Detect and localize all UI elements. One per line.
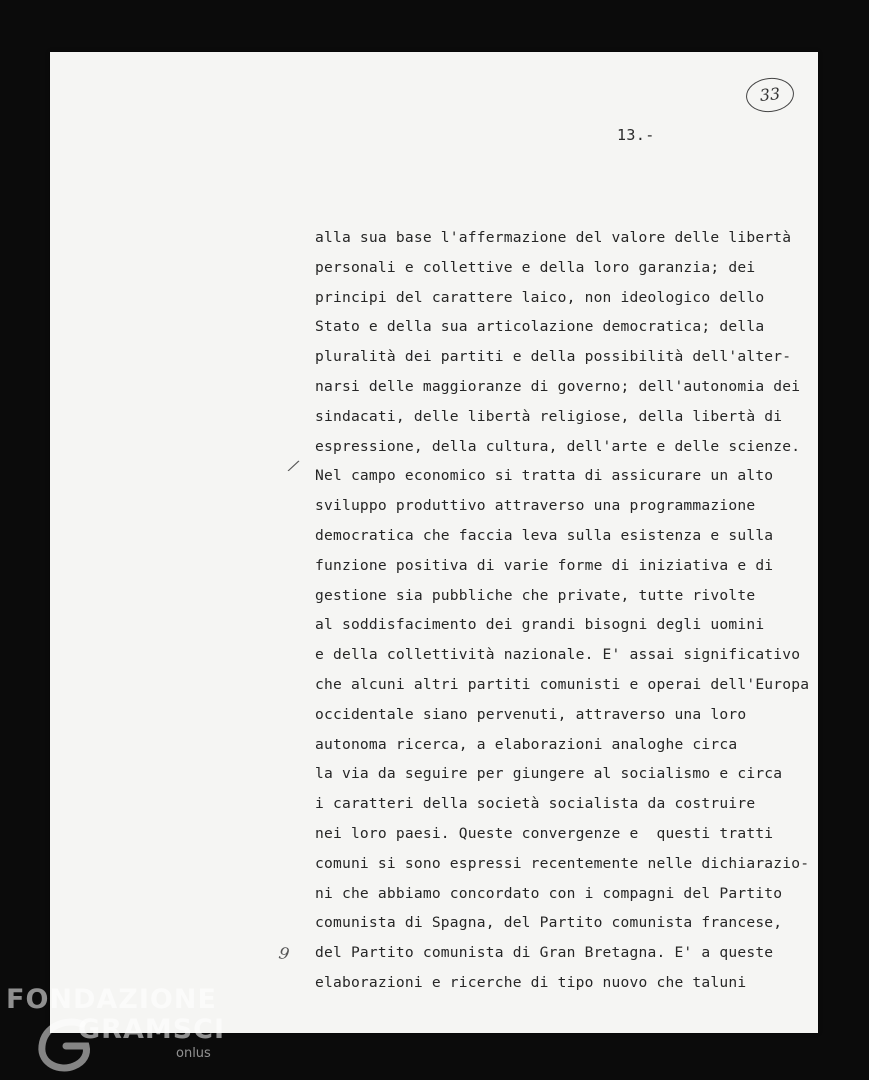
text-line: alla sua base l'affermazione del valore delle libertà — [315, 229, 792, 246]
archive-number-stamp: 33 — [744, 76, 795, 115]
text-line: pluralità dei partiti e della possibilità dell'alter- — [315, 348, 792, 366]
text-line: sindacati, delle libertà religiose, della libertà di — [315, 407, 783, 425]
fondazione-gramsci-watermark — [6, 984, 236, 1074]
text-line: del Partito comunista di Gran Bretagna. E' a queste — [315, 944, 774, 962]
text-line: sviluppo produttivo attraverso una programmazione — [315, 497, 756, 515]
page-number: 13.- — [617, 126, 655, 144]
text-line: autonoma ricerca, a elaborazioni analoghe circa — [315, 735, 738, 753]
text-line: principi del carattere laico, non ideologico dello — [315, 288, 765, 306]
text-line: personali e collettive e della loro garanzia; dei — [315, 258, 756, 276]
margin-mark-slash: / — [287, 455, 300, 476]
text-line: gestione sia pubbliche che private, tutte rivolte — [315, 586, 756, 604]
text-line: Nel campo economico si tratta di assicurare un alto — [315, 467, 774, 485]
text-line: la via da seguire per giungere al socialismo e circa — [315, 765, 783, 783]
watermark-title: FONDAZIONE — [6, 984, 217, 1015]
text-line: e della collettività nazionale. E' assai significativo — [315, 646, 801, 664]
text-line: funzione positiva di varie forme di iniziativa e di — [315, 556, 774, 574]
text-line: Stato e della sua articolazione democratica; della — [315, 318, 765, 336]
text-line: democratica che faccia leva sulla esistenza e sulla — [315, 526, 774, 544]
text-line: al soddisfacimento dei grandi bisogni degli uomini — [315, 616, 765, 634]
watermark-subtitle: GRAMSCI — [78, 1014, 226, 1045]
text-line: ni che abbiamo concordato con i compagni del Partito — [315, 884, 783, 902]
text-line: elaborazioni e ricerche di tipo nuovo che taluni — [315, 973, 747, 991]
text-line: narsi delle maggioranze di governo; dell'autonomia dei — [315, 377, 801, 395]
text-line: occidentale siano pervenuti, attraverso una loro — [315, 705, 747, 723]
watermark-suffix: onlus — [176, 1046, 211, 1061]
typed-body-text — [315, 223, 815, 998]
text-line: espressione, della cultura, dell'arte e delle scienze. — [315, 437, 801, 455]
text-line: comunista di Spagna, del Partito comunista francese, — [315, 914, 783, 932]
text-line: comuni si sono espressi recentemente nelle dichiarazio- — [315, 854, 810, 872]
text-line: i caratteri della società socialista da costruire — [315, 795, 756, 813]
text-line: che alcuni altri partiti comunisti e operai dell'Europa — [315, 675, 810, 693]
text-line: nei loro paesi. Queste convergenze e questi tratti — [315, 824, 774, 842]
margin-mark-nine: 9 — [277, 943, 291, 964]
